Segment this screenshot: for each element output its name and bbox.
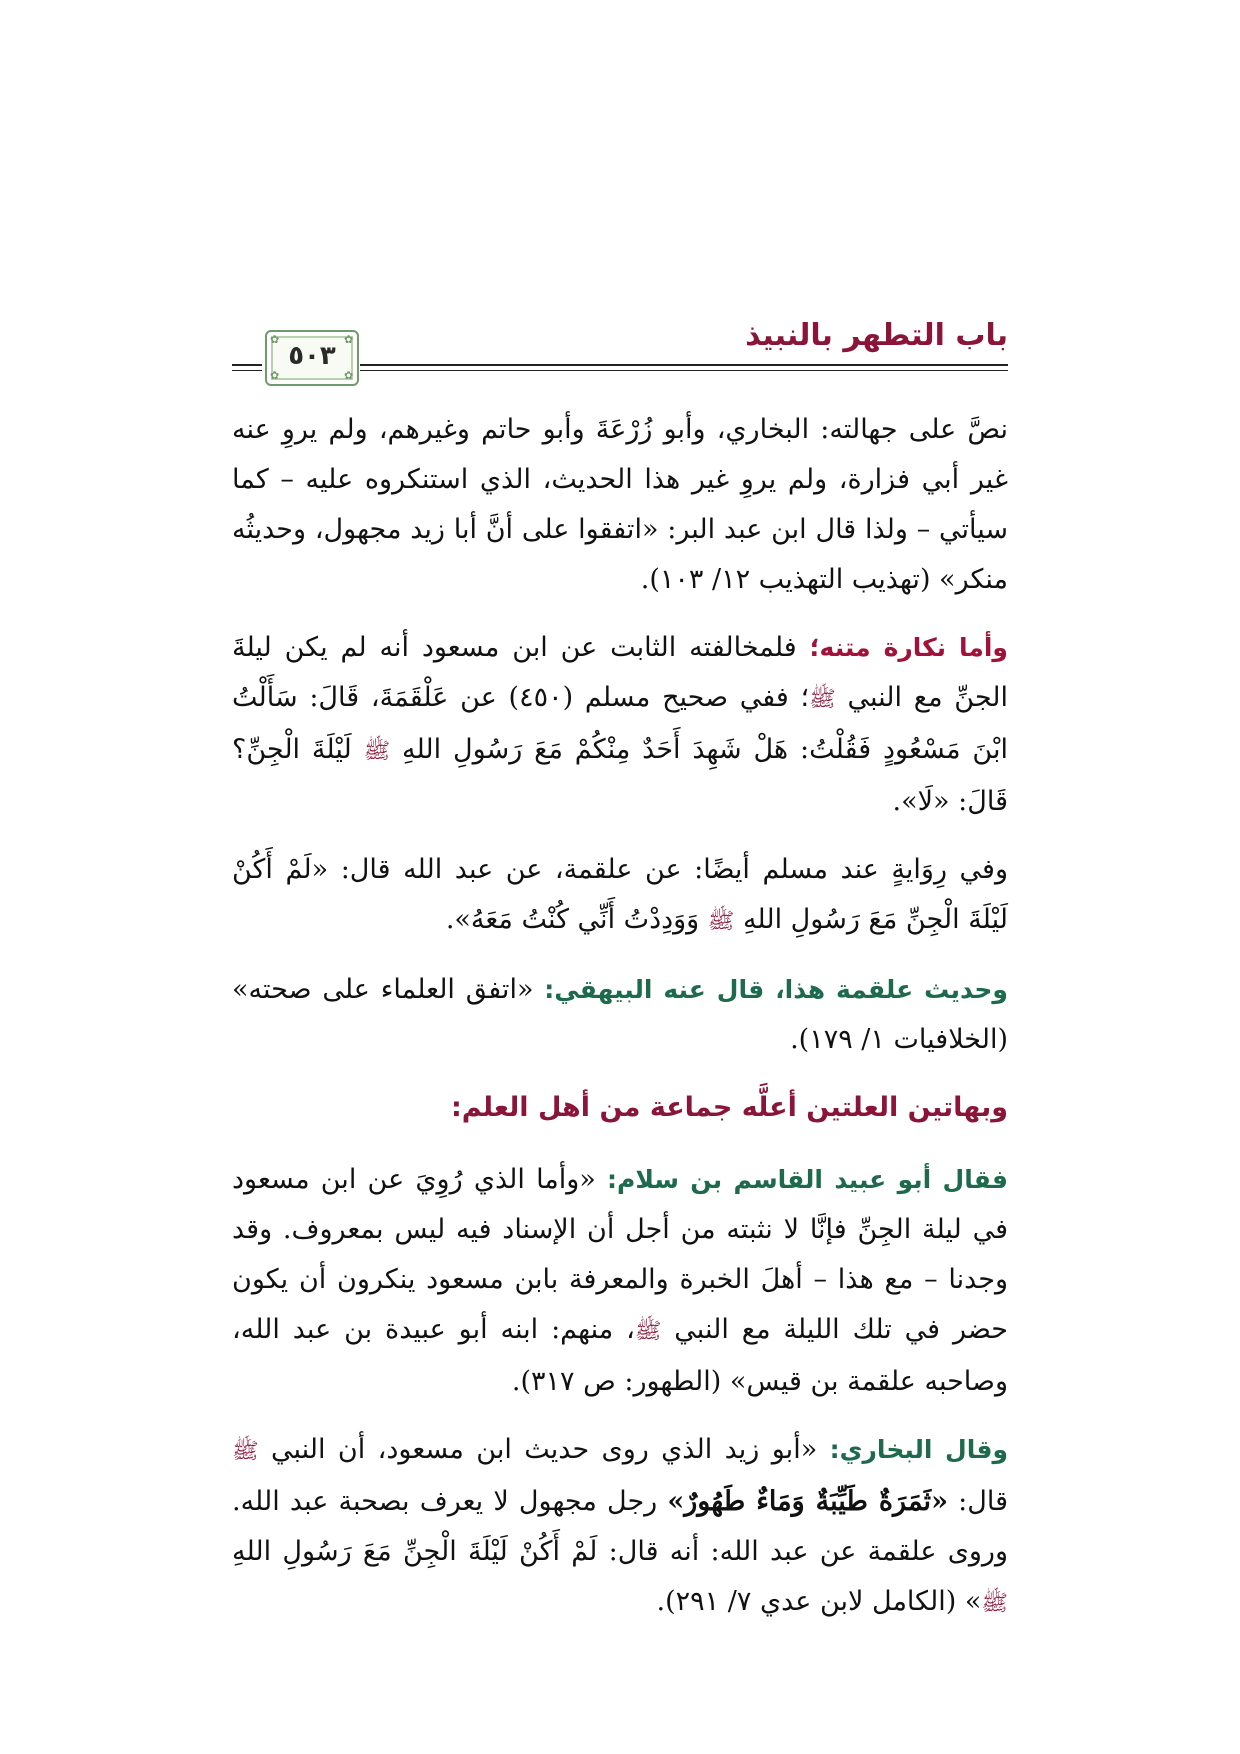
paragraph-text: ؛ ففي صحيح مسلم (٤٥٠) عن عَلْقَمَةَ، قَالَ: سَأَلْتُ ابْنَ مَسْعُودٍ فَقُلْتُ: هَلْ شَهِدَ أَحَدٌ مِنْكُمْ مَعَ رَسُولِ اللهِ xyxy=(232,682,1008,765)
honorific-mark: ﷺ xyxy=(981,1591,1008,1616)
paragraph-lead: فقال أبو عبيد القاسم بن سلام: xyxy=(607,1165,1008,1194)
ornament-icon: ✿ xyxy=(344,333,354,346)
paragraph-5 xyxy=(232,1155,1008,1407)
section-heading: وبهاتين العلتين أعلَّه جماعة من أهل العلم: xyxy=(450,1092,1008,1123)
paragraph-lead: وأما نكارة متنه؛ xyxy=(809,633,1008,662)
header-rule-right-thin xyxy=(360,370,1008,371)
paragraph-4 xyxy=(232,965,1008,1065)
paragraph-text: «وأما الذي رُوِيَ عن ابن مسعود في ليلة الجِنِّ فإنَّا لا نثبته من أجل أن الإسناد فيه ليس بمعروف. وقد وجدنا – مع هذا – أهلَ الخبرة والمعرفة بابن مسعود ينكرون أن يكون حضر في تلك الليلة مع النبي xyxy=(232,1164,1008,1345)
paragraph-lead: وحديث علقمة هذا، قال عنه البيهقي: xyxy=(544,975,1008,1004)
honorific-mark: ﷺ xyxy=(634,1319,662,1344)
page-body xyxy=(232,405,1008,1629)
chapter-title: باب التطهر بالنبيذ xyxy=(745,318,1008,353)
paragraph-6 xyxy=(232,1425,1008,1629)
paragraph-text: «اتفق العلماء على صحته» (الخلافيات ١/ ١٧٩). xyxy=(232,974,1008,1055)
honorific-mark: ﷺ xyxy=(809,687,836,712)
paragraph-text: وَوَدِدْتُ أَنِّي كُنْتُ مَعَهُ». xyxy=(445,904,708,935)
ornament-icon: ✿ xyxy=(270,369,280,382)
paragraph-3 xyxy=(232,845,1008,947)
paragraph-lead: وقال البخاري: xyxy=(829,1435,1009,1464)
paragraph-1 xyxy=(232,405,1008,605)
page-number: ٥٠٣ xyxy=(288,341,336,371)
header-rule-left xyxy=(232,364,262,366)
honorific-mark: ﷺ xyxy=(707,909,735,934)
paragraph-text: ، منهم: ابنه أبو عبيدة بن عبد الله، وصاحبه علقمة بن قيس» (الطهور: ص ٣١٧). xyxy=(232,1314,1008,1397)
header-rule-left-thin xyxy=(232,370,262,371)
ornament-icon: ✿ xyxy=(270,333,280,346)
honorific-mark: ﷺ xyxy=(363,739,391,764)
hadith-quote: «ثَمَرَةٌ طَيِّبَةٌ وَمَاءٌ طَهُورٌ» xyxy=(667,1486,948,1517)
paragraph-text: » (الكامل لابن عدي ٧/ ٢٩١). xyxy=(656,1586,982,1617)
header-rule-right xyxy=(360,364,1008,366)
honorific-mark: ﷺ xyxy=(232,1439,259,1464)
paragraph-text: «أبو زيد الذي روى حديث ابن مسعود، أن النبي xyxy=(258,1434,830,1465)
paragraph-text: لَيْلَةَ الْجِنِّ؟ قَالَ: «لَا». xyxy=(232,734,1008,817)
paragraph-text: رجل مجهول لا يعرف بصحبة عبد الله. وروى علقمة عن عبد الله: أنه قال: لَمْ أَكُنْ لَيْلَةَ الْجِنِّ مَعَ رَسُولِ اللهِ xyxy=(232,1486,1008,1567)
paragraph-text: فلمخالفته الثابت عن ابن مسعود أنه لم يكن ليلةَ الجنِّ مع النبي xyxy=(232,632,1008,713)
paragraph-text: نصَّ على جهالته: البخاري، وأبو زُرْعَةَ وأبو حاتم وغيرهم، ولم يروِ عنه غير أبي فزارة، ولم يروِ غير هذا الحديث، الذي استنكروه عليه – كما سيأتي – ولذا قال ابن عبد البر: «اتفقوا على أنَّ أبا زيد مجهول، وحديثُه منكر» (تهذيب التهذيب ١٢/ ١٠٣). xyxy=(232,414,1008,595)
paragraph-text: قال: xyxy=(947,1486,1008,1517)
page-number-badge xyxy=(265,330,359,386)
paragraph-2 xyxy=(232,623,1008,827)
ornament-icon: ✿ xyxy=(344,369,354,382)
paragraph-text: وفي رِوَايةٍ عند مسلم أيضًا: عن علقمة، عن عبد الله قال: «لَمْ أَكُنْ لَيْلَةَ الْجِنِّ مَعَ رَسُولِ اللهِ xyxy=(232,854,1008,935)
